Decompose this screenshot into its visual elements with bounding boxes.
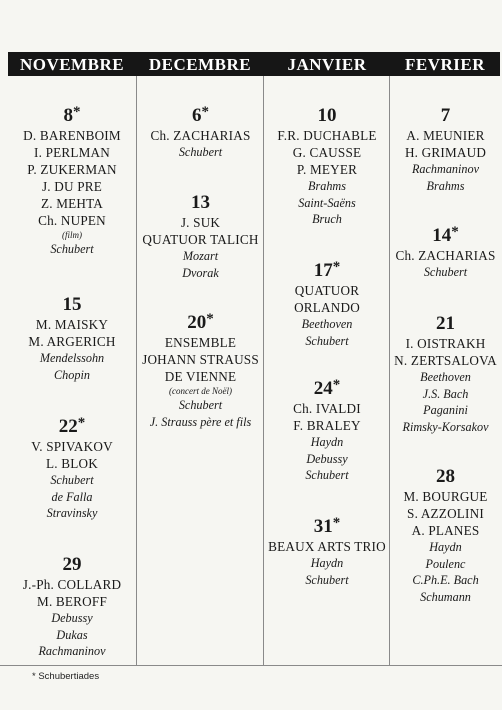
performer-name: Ch. NUPEN bbox=[38, 213, 106, 228]
program-note: (concert de Noël) bbox=[169, 386, 232, 396]
column-novembre bbox=[8, 76, 136, 665]
schubertiade-marker: * bbox=[201, 104, 209, 120]
concert-entry bbox=[264, 512, 390, 588]
composer-name: J. Strauss père et fils bbox=[149, 414, 252, 429]
concert-entry bbox=[8, 101, 136, 258]
month-label: DECEMBRE bbox=[148, 55, 252, 74]
performer-name: JOHANN STRAUSS bbox=[142, 352, 259, 367]
performer-name: ENSEMBLE bbox=[164, 335, 237, 350]
composer-name: Haydn bbox=[429, 540, 462, 554]
concert-date bbox=[264, 101, 390, 127]
concert-date bbox=[390, 462, 501, 488]
composer-name: Rimsky-Korsakov bbox=[402, 419, 489, 434]
concert-entry bbox=[264, 374, 390, 484]
composer-name: C.Ph.E. Bach bbox=[412, 573, 479, 587]
performer-name: M. ARGERICH bbox=[28, 334, 116, 349]
date-number: 29 bbox=[62, 554, 82, 575]
composer-name: J.S. Bach bbox=[422, 386, 469, 401]
date-number: 17 bbox=[313, 260, 333, 281]
concert-date bbox=[264, 256, 390, 282]
date-number: 13 bbox=[191, 192, 210, 213]
composer-name: Stravinsky bbox=[46, 506, 98, 520]
performer-name: BEAUX ARTS TRIO bbox=[268, 539, 386, 554]
concert-entry bbox=[8, 412, 136, 522]
composer-name: Haydn bbox=[310, 556, 344, 570]
performer-name: QUATUOR TALICH bbox=[142, 232, 259, 247]
date-number: 22 bbox=[58, 416, 78, 437]
composer-name: Haydn bbox=[310, 435, 344, 449]
month-label: NOVEMBRE bbox=[19, 55, 125, 74]
schubertiade-marker: * bbox=[451, 224, 459, 240]
concert-date bbox=[8, 101, 136, 127]
calendar-grid bbox=[8, 76, 500, 665]
composer-name: Dukas bbox=[56, 627, 88, 642]
schubertiade-marker: * bbox=[206, 311, 214, 327]
concert-entry bbox=[390, 462, 501, 605]
column-decembre bbox=[136, 76, 264, 665]
performer-name: I. OISTRAKH bbox=[405, 336, 486, 351]
date-number: 21 bbox=[436, 313, 455, 334]
concert-entry bbox=[390, 221, 501, 281]
concert-entry bbox=[8, 290, 136, 383]
concert-entry bbox=[137, 101, 264, 161]
composer-name: Schubert bbox=[423, 265, 468, 279]
composer-name: Chopin bbox=[54, 367, 90, 382]
date-number: 28 bbox=[436, 466, 455, 487]
concert-date bbox=[137, 308, 264, 334]
concert-date bbox=[8, 412, 136, 438]
composer-name: Dvorak bbox=[182, 265, 219, 280]
composer-name: Rachmaninov bbox=[38, 644, 106, 658]
concert-date bbox=[390, 101, 501, 127]
composer-name: Beethoven bbox=[301, 317, 353, 331]
date-number: 10 bbox=[317, 105, 337, 126]
schubertiade-marker: * bbox=[332, 259, 341, 275]
composer-name: Schubert bbox=[305, 333, 349, 348]
date-number: 6 bbox=[192, 105, 202, 126]
month-header-bar bbox=[8, 52, 500, 76]
composer-name: Bruch bbox=[312, 212, 342, 226]
performer-name: QUATUOR bbox=[294, 283, 360, 298]
composer-name: Schubert bbox=[305, 468, 349, 482]
performer-name: Ch. ZACHARIAS bbox=[150, 128, 251, 143]
composer-name: Beethoven bbox=[420, 370, 471, 384]
schubertiade-marker: * bbox=[332, 515, 341, 531]
performer-name: ORLANDO bbox=[294, 300, 360, 315]
composer-name: Schubert bbox=[178, 398, 223, 412]
performer-name: I. PERLMAN bbox=[34, 145, 110, 160]
date-number: 14 bbox=[432, 225, 452, 246]
performer-name: Ch. IVALDI bbox=[293, 401, 361, 416]
concert-date bbox=[8, 290, 136, 316]
performer-name: G. CAUSSE bbox=[292, 145, 362, 160]
composer-name: Schumann bbox=[420, 589, 471, 604]
column-fevrier bbox=[389, 76, 501, 665]
performer-name: M. MAISKY bbox=[35, 317, 109, 332]
concert-entry bbox=[8, 550, 136, 660]
performer-name: DE VIENNE bbox=[164, 369, 237, 384]
concert-entry bbox=[137, 308, 264, 430]
concert-date bbox=[264, 374, 390, 400]
bottom-divider bbox=[0, 665, 502, 666]
performer-name: P. ZUKERMAN bbox=[27, 162, 117, 177]
performer-name: J.-Ph. COLLARD bbox=[22, 577, 122, 592]
performer-name: Ch. ZACHARIAS bbox=[395, 248, 496, 263]
performer-name: V. SPIVAKOV bbox=[31, 439, 113, 454]
composer-name: de Falla bbox=[51, 489, 93, 504]
performer-name: J. DU PRE bbox=[41, 179, 103, 194]
composer-name: Schubert bbox=[305, 572, 349, 587]
footnote: * Schubertiades bbox=[32, 671, 100, 682]
performer-name: H. GRIMAUD bbox=[404, 145, 487, 160]
composer-name: Schubert bbox=[50, 473, 94, 487]
concert-date bbox=[137, 188, 264, 214]
concert-date bbox=[137, 101, 264, 127]
composer-name: Debussy bbox=[306, 451, 348, 466]
composer-name: Poulenc bbox=[425, 556, 466, 571]
date-number: 7 bbox=[440, 105, 451, 126]
composer-name: Brahms bbox=[426, 178, 465, 193]
program-note: (film) bbox=[62, 230, 82, 240]
date-number: 8 bbox=[63, 105, 73, 126]
performer-name: P. MEYER bbox=[296, 162, 358, 177]
performer-name: Z. MEHTA bbox=[40, 196, 104, 211]
date-number: 31 bbox=[313, 516, 333, 537]
concert-entry bbox=[390, 101, 501, 194]
date-number: 15 bbox=[62, 294, 82, 315]
date-number: 20 bbox=[187, 312, 207, 333]
performer-name: M. BEROFF bbox=[37, 594, 107, 609]
month-label: JANVIER bbox=[287, 55, 367, 74]
concert-date bbox=[390, 221, 501, 247]
concert-entry bbox=[390, 309, 501, 435]
concert-entry bbox=[137, 188, 264, 281]
performer-name: J. SUK bbox=[180, 215, 221, 230]
concert-date bbox=[264, 512, 390, 538]
performer-name: N. ZERTSALOVA bbox=[394, 353, 497, 368]
performer-name: L. BLOK bbox=[46, 456, 98, 471]
composer-name: Saint-Saëns bbox=[298, 195, 356, 210]
performer-name: A. PLANES bbox=[411, 523, 480, 538]
composer-name: Rachmaninov bbox=[411, 162, 479, 176]
performer-name: F.R. DUCHABLE bbox=[277, 128, 377, 143]
composer-name: Mendelssohn bbox=[39, 351, 105, 365]
composer-name: Schubert bbox=[50, 242, 94, 256]
composer-name: Brahms bbox=[308, 179, 346, 193]
performer-name: F. BRALEY bbox=[293, 418, 361, 433]
concert-entry bbox=[264, 101, 390, 228]
column-janvier bbox=[263, 76, 390, 665]
performer-name: S. AZZOLINI bbox=[407, 506, 484, 521]
schubertiade-marker: * bbox=[77, 415, 86, 431]
schubertiade-marker: * bbox=[73, 104, 81, 120]
composer-name: Mozart bbox=[182, 249, 219, 263]
concert-date bbox=[390, 309, 501, 335]
performer-name: D. BARENBOIM bbox=[23, 128, 121, 143]
performer-name: A. MEUNIER bbox=[406, 128, 485, 143]
concert-date bbox=[8, 550, 136, 576]
performer-name: M. BOURGUE bbox=[403, 489, 488, 504]
date-number: 24 bbox=[313, 378, 333, 399]
concert-entry bbox=[264, 256, 390, 349]
composer-name: Debussy bbox=[51, 611, 93, 625]
month-label: FEVRIER bbox=[404, 55, 485, 74]
composer-name: Schubert bbox=[178, 145, 223, 159]
schubertiade-marker: * bbox=[332, 377, 341, 393]
composer-name: Paganini bbox=[423, 403, 468, 417]
